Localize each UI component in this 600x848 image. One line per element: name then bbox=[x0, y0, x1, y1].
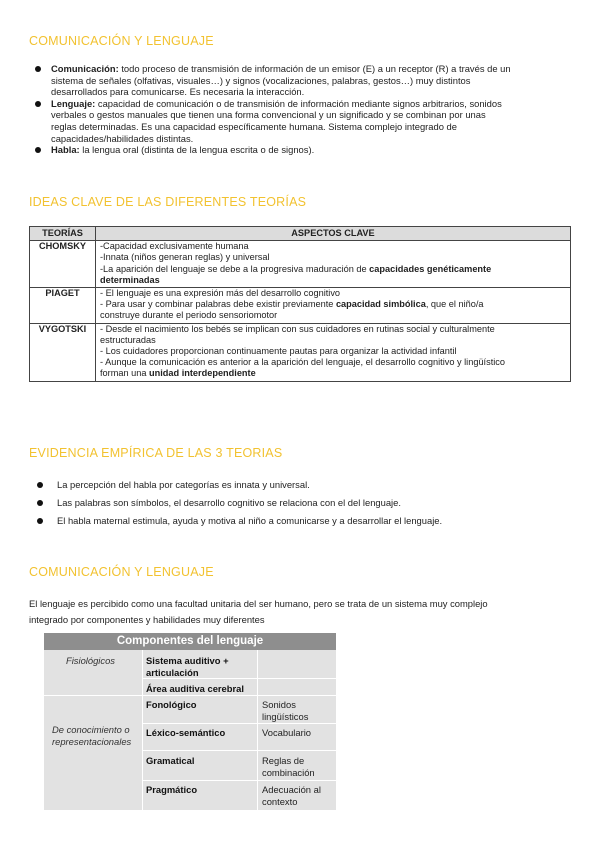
aspect-text: , que el niño/a bbox=[425, 299, 484, 310]
definition-text: reglas determinadas. Es una capacidad específicamente humana. Sistema complejo integrado de bbox=[51, 120, 457, 132]
evidence-list bbox=[57, 476, 577, 530]
table-header-row bbox=[30, 227, 571, 241]
term-habla: Habla: bbox=[51, 144, 80, 156]
list-item bbox=[57, 494, 577, 512]
theory-aspects bbox=[96, 323, 571, 381]
bullet-icon bbox=[35, 101, 41, 107]
component-gramatical: Gramatical bbox=[146, 755, 195, 766]
component-fonologico: Fonológico bbox=[146, 699, 197, 710]
definition-text: verbales o gestos manuales que tienen una forma convencional y un significado y se combinan por unas bbox=[51, 109, 486, 121]
aspect-text: - Para usar y combinar palabras debe existir previamente bbox=[100, 299, 336, 310]
list-item-lenguaje bbox=[51, 98, 576, 144]
component-pragmatico: Pragmático bbox=[146, 784, 198, 795]
theories-table bbox=[29, 226, 571, 382]
aspect-bold: capacidades genéticamente bbox=[369, 263, 492, 274]
aspect-line bbox=[100, 368, 566, 379]
divider bbox=[142, 650, 143, 810]
definition-text: la lengua oral (distinta de la lengua escrita o de signos). bbox=[79, 144, 315, 156]
aspect-bold: determinadas bbox=[100, 274, 160, 285]
evidence-text: El habla maternal estimula, ayuda y motiva al niño a comunicarse y a desarrollar el lenguaje. bbox=[57, 515, 443, 526]
bullet-icon bbox=[37, 500, 43, 506]
list-item-habla bbox=[51, 144, 576, 156]
components-title: Componentes del lenguaje bbox=[44, 633, 336, 650]
description-line: lingüísticos bbox=[262, 710, 309, 722]
category-conocimiento bbox=[52, 724, 131, 747]
category-fisiologicos: Fisiológicos bbox=[66, 655, 115, 666]
definition-text: sistema de señales (olfativas, visuales…) y signos (vocalizaciones, palabras, gestos…) muy distintos bbox=[51, 74, 471, 86]
definition-text: desarrollados para comunicarse. Es necesaria la interacción. bbox=[51, 86, 305, 98]
definition-text: todo proceso de transmisión de información de un emisor (E) a un receptor (R) a través de un bbox=[118, 63, 511, 74]
bullet-icon bbox=[35, 66, 41, 72]
theory-name: CHOMSKY bbox=[30, 241, 96, 288]
description-gramatical bbox=[262, 755, 315, 778]
table-row-piaget bbox=[30, 288, 571, 324]
divider bbox=[257, 650, 258, 810]
divider bbox=[143, 723, 336, 724]
component-lexico-semantico: Léxico-semántico bbox=[146, 727, 226, 738]
column-header-teorias: TEORÍAS bbox=[30, 227, 96, 241]
component-line: Sistema auditivo + bbox=[146, 655, 229, 666]
list-item bbox=[57, 512, 577, 530]
aspect-text: forman una bbox=[100, 368, 150, 379]
aspect-line: - Desde el nacimiento los bebés se implican con sus cuidadores en rutinas social y culturalmente bbox=[100, 323, 495, 334]
section-heading-comunicacion: COMUNICACIÓN Y LENGUAJE bbox=[29, 34, 214, 48]
description-lexico: Vocabulario bbox=[262, 727, 311, 738]
definitions-list bbox=[51, 63, 576, 156]
divider bbox=[44, 695, 336, 696]
aspect-line bbox=[100, 275, 566, 286]
aspect-line bbox=[100, 264, 566, 275]
aspect-line: -Capacidad exclusivamente humana bbox=[100, 241, 249, 252]
column-header-aspectos: ASPECTOS CLAVE bbox=[96, 227, 571, 241]
component-sistema-auditivo bbox=[146, 655, 229, 678]
list-item-comunicacion bbox=[51, 63, 576, 98]
divider bbox=[143, 780, 336, 781]
aspect-line: construye durante el periodo sensoriomotor bbox=[100, 310, 278, 321]
aspect-line bbox=[100, 299, 566, 310]
evidence-text: La percepción del habla por categorías es innata y universal. bbox=[57, 479, 310, 490]
section-heading-evidencia: EVIDENCIA EMPÍRICA DE LAS 3 TEORIAS bbox=[29, 446, 283, 460]
theory-aspects bbox=[96, 241, 571, 288]
aspect-line: -Innata (niños generan reglas) y universal bbox=[100, 252, 270, 263]
aspect-line: - Los cuidadores proporcionan continuamente pautas para organizar la actividad infantil bbox=[100, 346, 457, 357]
section-heading-comunicacion-2: COMUNICACIÓN Y LENGUAJE bbox=[29, 565, 214, 579]
aspect-line: estructuradas bbox=[100, 334, 156, 345]
bullet-icon bbox=[37, 518, 43, 524]
aspect-line: - Aunque la comunicación es anterior a la aparición del lenguaje, el desarrollo cognitivo y lingüístico bbox=[100, 357, 505, 368]
description-line: Adecuación al bbox=[262, 784, 321, 795]
section-heading-ideas-clave: IDEAS CLAVE DE LAS DIFERENTES TEORÍAS bbox=[29, 195, 307, 209]
category-line: representacionales bbox=[52, 735, 132, 747]
aspect-line: - El lenguaje es una expresión más del desarrollo cognitivo bbox=[100, 288, 341, 299]
divider bbox=[143, 678, 336, 679]
definition-text: capacidades/habilidades distintas. bbox=[51, 132, 194, 144]
theory-name: PIAGET bbox=[30, 288, 96, 324]
category-line: De conocimiento o bbox=[52, 724, 130, 735]
theory-name: VYGOTSKI bbox=[30, 323, 96, 381]
bullet-icon bbox=[35, 147, 41, 153]
theory-aspects bbox=[96, 288, 571, 324]
component-line: articulación bbox=[146, 666, 199, 678]
description-line: Reglas de bbox=[262, 755, 305, 766]
description-line: combinación bbox=[262, 766, 315, 778]
description-pragmatico bbox=[262, 784, 321, 807]
component-area-auditiva: Área auditiva cerebral bbox=[146, 683, 244, 694]
table-row-vygotski bbox=[30, 323, 571, 381]
evidence-text: Las palabras son símbolos, el desarrollo cognitivo se relaciona con el del lenguaje. bbox=[57, 497, 401, 508]
description-fonologico bbox=[262, 699, 308, 722]
paragraph-line: integrado por componentes y habilidades muy diferentes bbox=[29, 614, 265, 625]
aspect-bold: capacidad simbólica bbox=[335, 299, 426, 310]
definition-text: capacidad de comunicación o de transmisión de información mediante signos arbitrarios, sonidos bbox=[95, 97, 502, 109]
divider bbox=[143, 750, 336, 751]
list-item bbox=[57, 476, 577, 494]
term-lenguaje: Lenguaje: bbox=[51, 97, 96, 109]
table-row-chomsky bbox=[30, 241, 571, 288]
components-table bbox=[44, 633, 336, 810]
aspect-text: -La aparición del lenguaje se debe a la progresiva maduración de bbox=[100, 263, 370, 274]
paragraph-line: El lenguaje es percibido como una facultad unitaria del ser humano, pero se trata de un sistema muy complejo bbox=[29, 598, 488, 609]
bullet-icon bbox=[37, 482, 43, 488]
aspect-bold: unidad interdependiente bbox=[149, 368, 256, 379]
description-line: Sonidos bbox=[262, 699, 296, 710]
intro-paragraph bbox=[29, 596, 574, 628]
description-line: contexto bbox=[262, 795, 298, 807]
term-comunicacion: Comunicación: bbox=[51, 63, 119, 74]
